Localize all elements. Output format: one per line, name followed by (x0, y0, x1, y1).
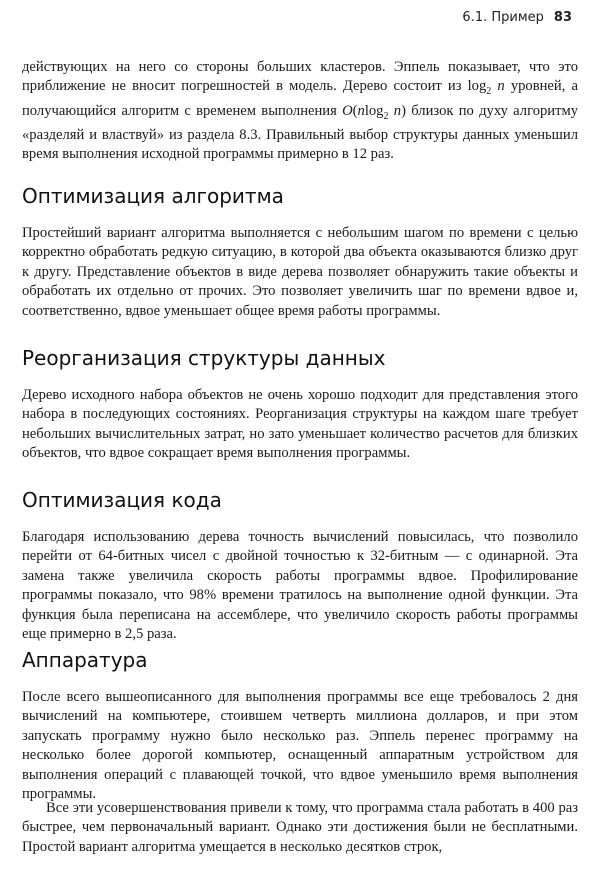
paragraph-hardware: После всего вышеописанного для выполнения программы все еще требовалось 2 дня вычислений на компьютере, стоившем четверть миллиона долларов, и при этом запускать программу нужно было несколько раз. Эппель перенес программу на несколько более дорогой компьютер, оснащенный аппаратным устройством для выполнения операций с плавающей точкой, что вдвое уменьшило время выполнения программы. (22, 689, 578, 803)
heading-data-structure: Реорганизация структуры данных (22, 346, 386, 370)
page-number: 83 (553, 10, 572, 25)
paragraph-results: Все эти усовершенствования привели к тому, что программа стала работать в 400 раз быстрее, чем первоначальный вариант. Однако эти достижения были не бесплатными. Простой вариант алгоритма умещается в несколько десятков строк, (22, 800, 578, 855)
heading-code-optimization: Оптимизация кода (22, 488, 222, 512)
section-title: 6.1. Пример (462, 10, 544, 25)
intro-paragraph: действующих на него со стороны больших кластеров. Эппель показывает, что это приближение не вносит погрешностей в модель. Дерево состоит из $\log_2 n$ уровней, а получающийся алгоритм с временем выполнения O(nlog$_2$ n) близок по духу алгоритму «разделяй и властвуй» из раздела 8.3. Правильный выбор структуры данных уменьшил время выполнения исходной программы примерно в 12 раз. (22, 59, 579, 163)
paragraph-code-optimization: Благодаря использованию дерева точность вычислений повысилась, что позволило перейти от 64-битных чисел с двойной точностью к 32-битным — с одинарной. Эта замена также увеличила скорость работы программы вдвое. Профилирование программы показало, что 98% времени тратилось на выполнение одной функции. Эта функция была переписана на ассемблере, что увеличило скорость работы программы еще примерно в 2,5 раза. (22, 529, 578, 643)
paragraph-data-structure: Дерево исходного набора объектов не очень хорошо подходит для представления этого набора в последующих состояниях. Реорганизация структуры на каждом шаге требует небольших вычислительных затрат, но зато уменьшает количество расчетов для близких объектов, что вдвое сокращает время выполнения программы. (22, 387, 578, 462)
paragraph-algorithm-optimization: Простейший вариант алгоритма выполняется с небольшим шагом по времени с целью корректно обработать редкую ситуацию, в которой два объекта оказываются близко друг к другу. Представление объектов в виде дерева позволяет обнаружить такие объекты и обработать их отдельно от прочих. Это позволяет увеличить шаг по времени вдвое и, соответственно, вдвое уменьшает общее время работы программы. (22, 225, 578, 319)
heading-algorithm-optimization: Оптимизация алгоритма (22, 184, 284, 208)
running-header (462, 10, 572, 25)
heading-hardware: Аппаратура (22, 648, 148, 672)
